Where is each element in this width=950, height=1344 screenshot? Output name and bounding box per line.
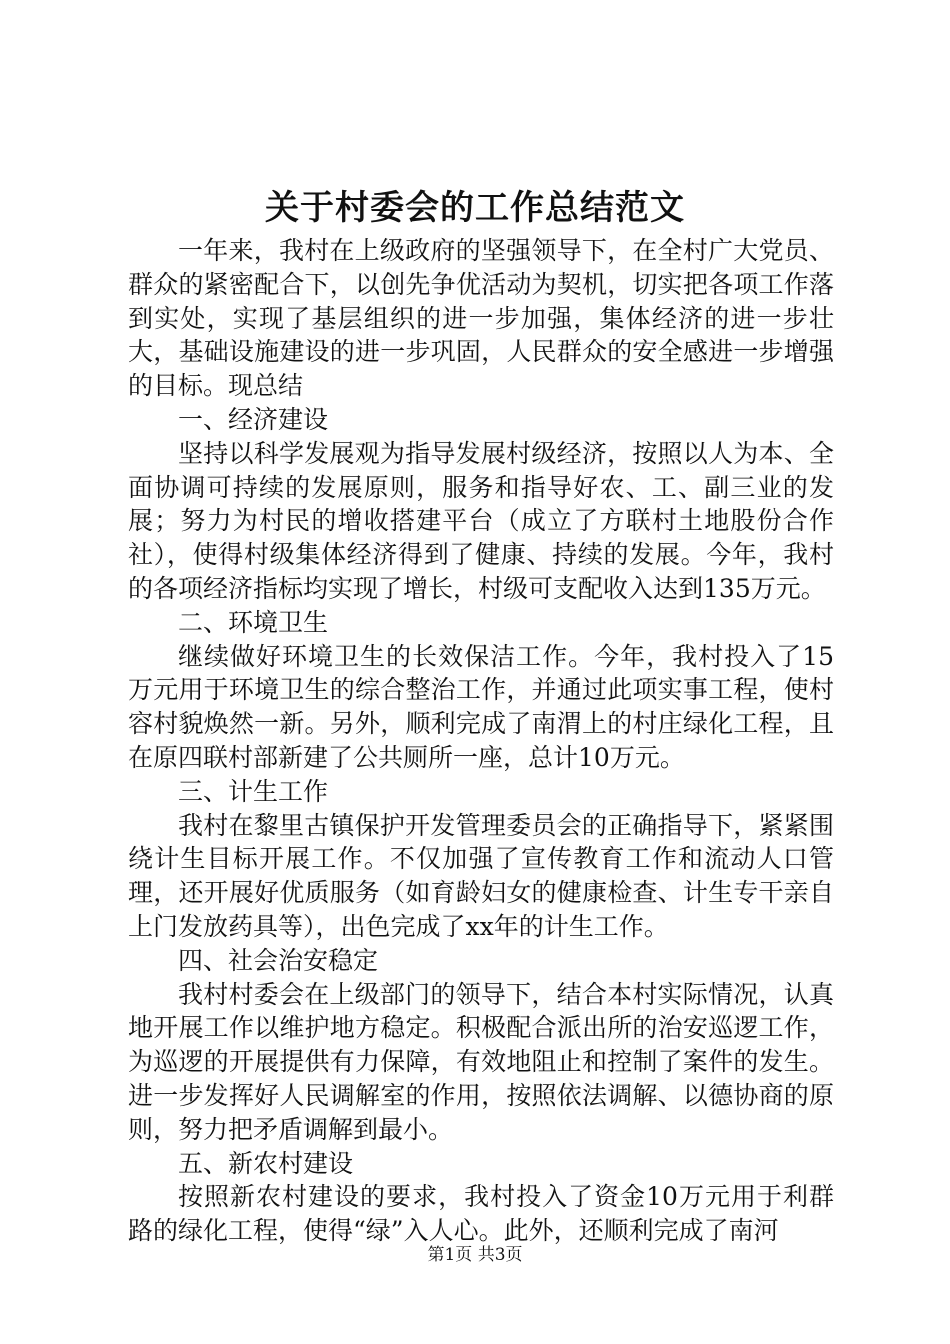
page-footer: 第1页 共3页 bbox=[427, 1245, 523, 1265]
section-heading-family-planning: 三、计生工作 bbox=[178, 776, 329, 806]
document-body bbox=[128, 234, 834, 1248]
section-text-environment: 继续做好环境卫生的长效保洁工作。今年，我村投入了15万元用于环境卫生的综合整治工作，并通过此项实事工程，使村容村貌焕然一新。另外，顺利完成了南渭上的村庄绿化工程，且在原四联村部新建了公共厕所一座，总计10万元。 bbox=[128, 641, 834, 772]
section-text-family-planning: 我村在黎里古镇保护开发管理委员会的正确指导下，紧紧围绕计生目标开展工作。不仅加强了宣传教育工作和流动人口管理，还开展好优质服务（如育龄妇女的健康检查、计生专干亲自上门发放药具等），出色完成了xx年的计生工作。 bbox=[128, 810, 834, 941]
section-heading-new-countryside: 五、新农村建设 bbox=[178, 1148, 354, 1178]
section-text-public-security: 我村村委会在上级部门的领导下，结合本村实际情况，认真地开展工作以维护地方稳定。积极配合派出所的治安巡逻工作，为巡逻的开展提供有力保障，有效地阻止和控制了案件的发生。进一步发挥好人民调解室的作用，按照依法调解、以德协商的原则，努力把矛盾调解到最小。 bbox=[128, 979, 834, 1144]
section-text-new-countryside: 按照新农村建设的要求，我村投入了资金10万元用于利群路的绿化工程，使得“绿”入人心。此外，还顺利完成了南河 bbox=[128, 1182, 834, 1246]
intro-paragraph: 一年来，我村在上级政府的坚强领导下，在全村广大党员、群众的紧密配合下，以创先争优活动为契机，切实把各项工作落到实处，实现了基层组织的进一步加强，集体经济的进一步壮大，基础设施建设的进一步巩固，人民群众的安全感进一步增强的目标。现总结 bbox=[128, 236, 834, 401]
section-heading-environment: 二、环境卫生 bbox=[178, 607, 329, 637]
document-title: 关于村委会的工作总结范文 bbox=[265, 188, 685, 228]
section-heading-public-security: 四、社会治安稳定 bbox=[178, 945, 379, 975]
section-text-economy: 坚持以科学发展观为指导发展村级经济，按照以人为本、全面协调可持续的发展原则，服务和指导好农、工、副三业的发展；努力为村民的增收搭建平台（成立了方联村土地股份合作社），使得村级集体经济得到了健康、持续的发展。今年，我村的各项经济指标均实现了增长，村级可支配收入达到135万元。 bbox=[128, 438, 834, 603]
section-heading-economy: 一、经济建设 bbox=[178, 404, 329, 434]
